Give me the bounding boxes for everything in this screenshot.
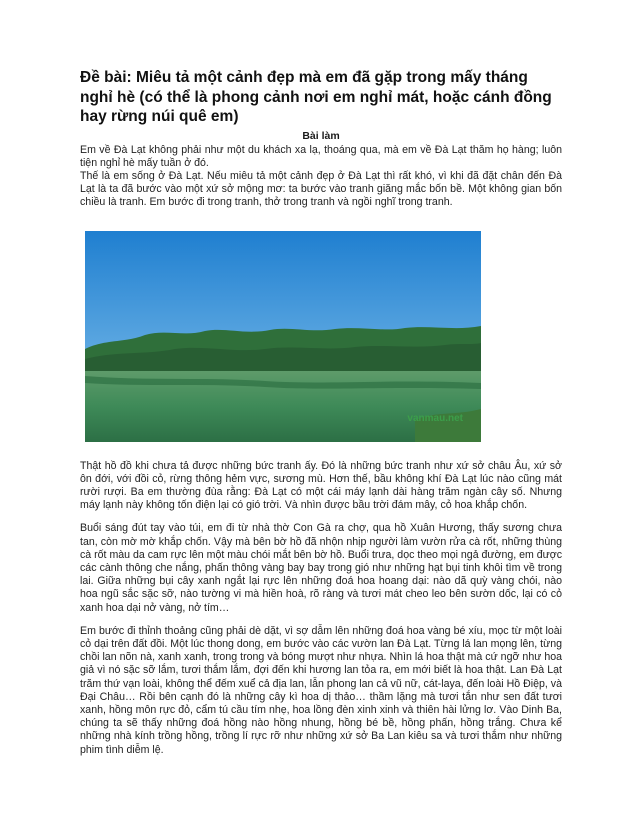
essay-prompt-title: Đề bài: Miêu tả một cảnh đẹp mà em đã gặp trong mấy tháng nghỉ hè (có thể là phong cảnh nơi em nghỉ mát, hoặc cánh đồng hay rừng núi quê em) xyxy=(80,69,552,125)
paragraph-intro-1: Em về Đà Lạt không phải như một du khách xa lạ, thoáng qua, mà em về Đà Lạt thăm họ hàng; luôn tiện nghỉ hè mấy tuần ở đó. xyxy=(80,143,562,169)
document-page xyxy=(80,68,562,757)
lake-forest-illustration xyxy=(85,231,481,442)
lake-forest-photo xyxy=(85,231,481,442)
paragraph-intro-2: Thế là em sống ở Đà Lạt. Nếu miêu tả một cảnh đẹp ở Đà Lạt thì rất khó, vì khi đã đặt chân đến Đà Lạt là ta đã bước vào một xứ sở mộng mơ: ta bước vào tranh giăng mắc bốn bề. Một không gian bốn chiều là tranh. Em bước đi trong tranh, thở trong tranh và ngồi nghĩ trong tranh. xyxy=(80,169,562,209)
essay-subheading: Bài làm xyxy=(302,129,340,142)
paragraph-body-3: Em bước đi thỉnh thoảng cũng phải dè dặt, vì sợ dẫm lên những đoá hoa vàng bé xíu, mọc từ một loài cỏ dại trên đất đồi. Một lúc thong dong, em bước vào các vườn lan Đà Lạt. Từng lá lan mọng lên, từng chồi lan nõn nà, xanh xanh, trong trong và bóng mượt như nhựa. Nhìn lá hoa thật mà cứ ngỡ như hoa giả vì nó sặc sỡ lắm, tươi thắm lắm, đợi đến khi hương lan tỏa ra, em mới biết là hoa thật. Lan Đà Lạt trăm thứ vạn loài, không thể đếm xuể cả địa lan, lẫn phong lan cả vũ nữ, cát-laya, đến loài Hồ Điệp, và Đại Châu… Rồi bên cạnh đó là những cây kì hoa dị thảo… thầm lặng mà tươi tắn như sen đất tươi xanh, hồng môn rực đỏ, cẩm tú cầu tím nhẹ, hoa lồng đèn xinh xinh và thiên hài lửng lơ. Vào Dinh Ba, chúng ta sẽ thấy những đoá hồng nào hồng nhung, hồng bé bề, hồng phấn, hồng trắng. Chưa kể những nhà kính trồng hồng, trồng lí rực rỡ như những xứ sở Ba Lan kiêu sa và tươi thắm như những phim tình diễm lệ. xyxy=(80,624,562,756)
paragraph-body-2: Buổi sáng đút tay vào túi, em đi từ nhà thờ Con Gà ra chợ, qua hồ Xuân Hương, thấy sương chưa tan, còn mờ mờ khắp chốn. Vậy mà bên bờ hồ đã nhộn nhịp người làm vườn rửa cà rốt, những thùng cà rốt màu da cam rực lên một màu chói mắt bên bờ hồ. Buổi trưa, dọc theo mọi ngả đường, em được các cành thông che nắng, phấn thông vàng bay bay trong gió như những hạt bụi tinh khôi tìm về trong lai. Giữa những bụi cây xanh ngắt lại rực lên những đoá hoa hoang dại: nào dã quỳ vàng chói, nào hoa ngũ sắc sặc sỡ, nào tường vi mà hiền hoà, rõ ràng và tươi mát cheo leo bên sườn dốc, lại có cỏ xanh hoa dại nở vàng, nở tím… xyxy=(80,522,563,614)
watermark-text: vanmau.net xyxy=(407,412,463,424)
paragraph-body-1: Thật hồ đồ khi chưa tả được những bức tranh ấy. Đó là những bức tranh như xứ sở châu Âu, xứ sở ôn đới, với đồi cỏ, rừng thông hẻm vực, sương mù. Hơn thế, bầu không khí Đà Lạt lúc nào cũng mát rười rượi. Ba em thường đùa rằng: Đà Lạt có một cái máy lạnh dài hàng trăm ngàn cây số. Nhưng máy lạnh này không tốn điện lại có gió trời. Và nhìn được bầu trời đám mây, cỏ hoa khắp chốn. xyxy=(80,459,562,512)
